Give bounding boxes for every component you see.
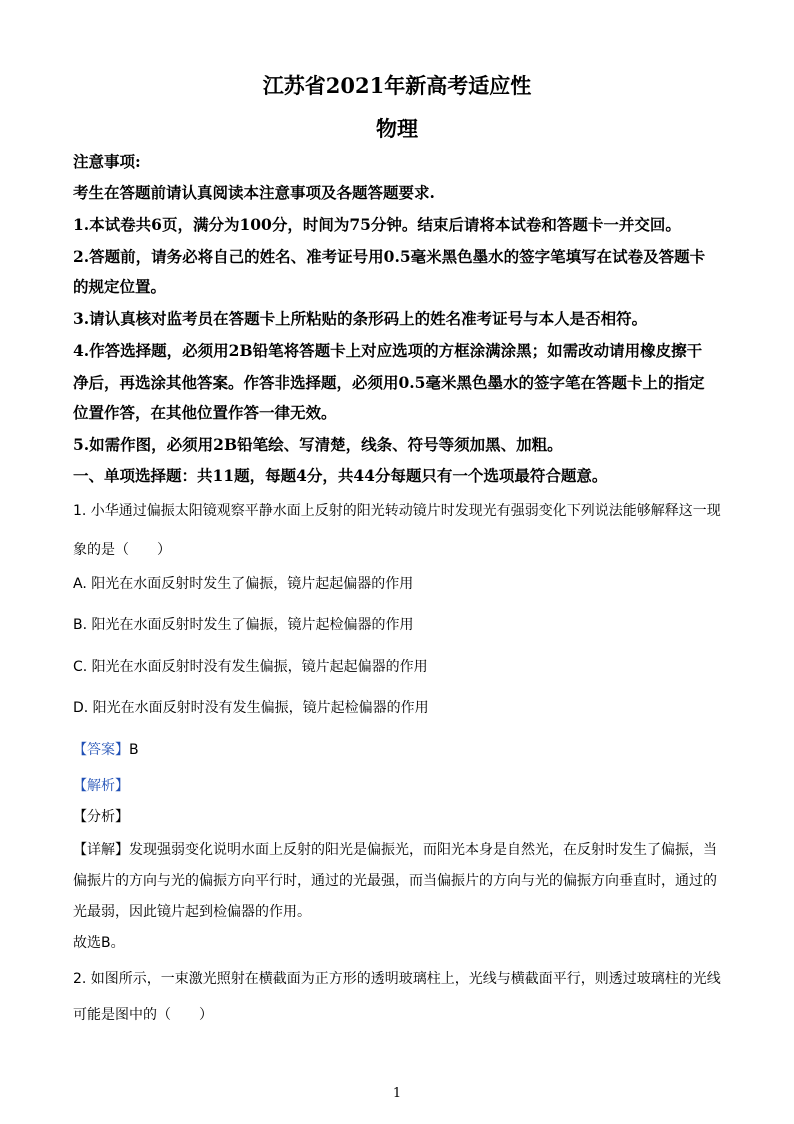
page-number: 1 [392, 1086, 402, 1101]
q1-detail-line1 [73, 839, 717, 859]
q1-conclusion: 故选B。 [73, 935, 125, 951]
analysis-tag: 【解析】 [73, 778, 129, 794]
q1-answer [73, 739, 139, 759]
q1-detail-line2: 偏振片的方向与光的偏振方向平行时，通过的光最强，而当偏振片的方向与光的偏振方向垂直时，通过的 [73, 873, 717, 889]
detail-text-line1: 发现强弱变化说明水面上反射的阳光是偏振光，而阳光本身是自然光，在反射时发生了偏振，当 [129, 842, 717, 858]
fenxi-tag: 【分析】 [73, 809, 129, 825]
exam-title: 江苏省2021年新高考适应性 [262, 73, 532, 98]
note-item-4: 4.作答选择题，必须用2B铅笔将答题卡上对应选项的方框涂满涂黑；如需改动请用橡皮擦干 [73, 341, 703, 360]
note-item-3: 3.请认真核对监考员在答题卡上所粘贴的条形码上的姓名准考证号与本人是否相符。 [73, 309, 648, 328]
q1-stem-line2: 象的是（ ） [73, 542, 171, 558]
q1-detail-line3: 光最弱，因此镜片起到检偏器的作用。 [73, 904, 311, 920]
note-item-2-cont: 的规定位置。 [73, 277, 167, 296]
detail-tag: 【详解】 [73, 842, 129, 858]
subject-title: 物理 [376, 116, 418, 141]
section-heading: 一、单项选择题：共11题，每题4分，共44分每题只有一个选项最符合题意。 [73, 466, 608, 485]
q1-stem-line1: 1. 小华通过偏振太阳镜观察平静水面上反射的阳光转动镜片时发现光有强弱变化下列说法能够解释这一现 [73, 503, 721, 519]
q1-option-c: C. 阳光在水面反射时没有发生偏振，镜片起起偏器的作用 [73, 659, 428, 675]
q2-stem-line2: 可能是图中的（ ） [73, 1007, 213, 1023]
note-item-4-cont1: 净后，再选涂其他答案。作答非选择题，必须用0.5毫米黑色墨水的签字笔在答题卡上的指定 [73, 373, 705, 392]
q1-option-b: B. 阳光在水面反射时发生了偏振，镜片起检偏器的作用 [73, 617, 414, 633]
q1-option-a: A. 阳光在水面反射时发生了偏振，镜片起起偏器的作用 [73, 576, 414, 592]
answer-value: B [129, 742, 139, 758]
notes-heading: 注意事项: [73, 152, 141, 171]
note-item-4-cont2: 位置作答，在其他位置作答一律无效。 [73, 403, 337, 422]
note-item-2: 2.答题前，请务必将自己的姓名、准考证号用0.5毫米黑色墨水的签字笔填写在试卷及答题卡 [73, 247, 706, 266]
note-item-5: 5.如需作图，必须用2B铅笔绘、写清楚，线条、符号等须加黑、加粗。 [73, 435, 563, 454]
note-item-1: 1.本试卷共6页，满分为100分，时间为75分钟。结束后请将本试卷和答题卡一并交回。 [73, 215, 681, 234]
q2-stem-line1: 2. 如图所示，一束激光照射在横截面为正方形的透明玻璃柱上，光线与横截面平行，则透过玻璃柱的光线 [73, 971, 721, 987]
answer-tag: 【答案】 [73, 742, 129, 758]
notes-intro: 考生在答题前请认真阅读本注意事项及各题答题要求. [73, 183, 435, 202]
q1-option-d: D. 阳光在水面反射时没有发生偏振，镜片起检偏器的作用 [73, 700, 429, 716]
